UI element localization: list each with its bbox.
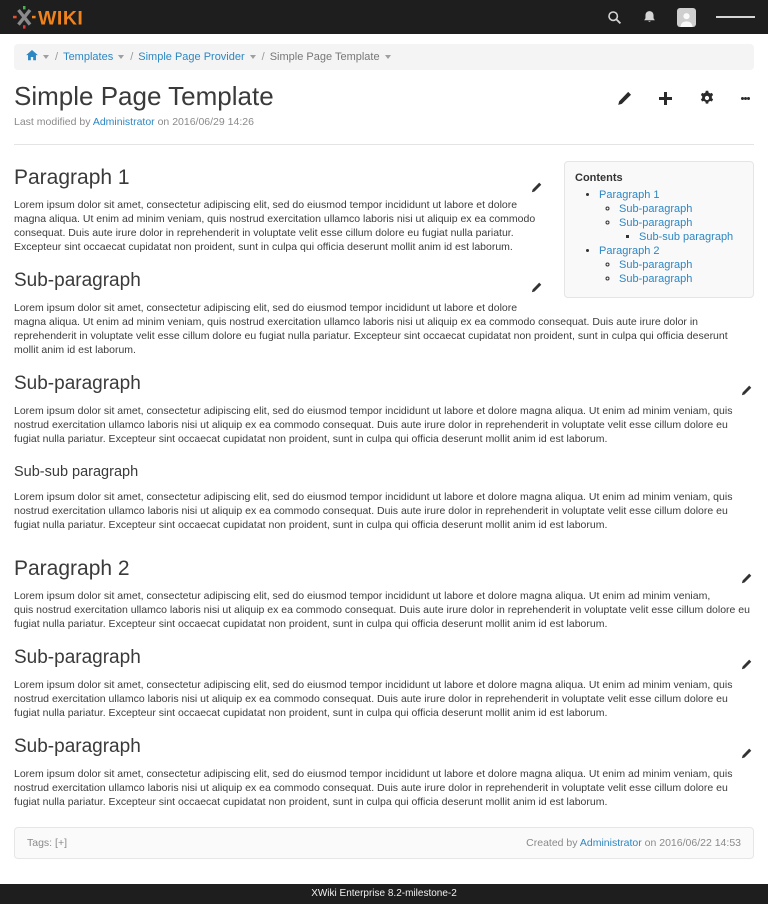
section-body: Lorem ipsum dolor sit amet, consectetur adipiscing elit, sed do eiusmod tempor incididunt ut labore et dolore magna aliqua. Ut enim ad minim veniam, quis nostrud exercitation ullamco laboris nisi ut aliquip ex ea commodo consequat. Duis aute irure dolor in reprehenderit in voluptate velit esse cillum dolore eu fugiat nulla pariatur. Excepteur sint occaecat cupidatat non proident, sunt in culpa qui officia deserunt mollit anim id est laborum. [14,679,733,720]
navbar-actions [607,8,755,27]
edit-pencil-icon [741,385,752,396]
section-edit-button[interactable] [531,277,542,300]
section-sub-paragraph-2-1 [14,647,754,720]
toc-item [619,216,743,244]
toc-item [599,188,743,244]
section-heading [14,464,754,481]
toc-list [575,188,743,286]
settings-gear-icon[interactable] [699,90,715,106]
section-body: Lorem ipsum dolor sit amet, consectetur adipiscing elit, sed do eiusmod tempor incididunt ut labore et dolore magna aliqua. Ut enim ad minim veniam, quis nostrud exercitation ullamco laboris nisi ut aliquip ex ea commodo consequat. Duis aute irure dolor in reprehenderit in voluptate velit esse cillum dolore eu fugiat nulla pariatur. Excepteur sint occaecat cupidatat non proident, sunt in culpa qui officia deserunt mollit anim id est laborum. [14,767,733,808]
toc-link-sub-sub-paragraph[interactable]: Sub-sub paragraph [639,230,734,243]
toc-link-sub-paragraph[interactable]: Sub-paragraph [619,272,693,285]
section-title: Sub-paragraph [14,647,141,669]
tags-area [27,837,67,849]
breadcrumb-separator: / [55,51,59,63]
chevron-down-icon[interactable] [385,55,391,59]
breadcrumb-separator: / [130,51,134,63]
section-edit-button[interactable] [741,654,752,677]
section-title: Paragraph 1 [14,165,130,189]
edit-pencil-icon [531,282,542,293]
xwiki-logo[interactable] [13,6,93,29]
more-ellipsis-icon[interactable] [741,95,750,102]
toc-item [639,230,743,244]
section-title: Sub-paragraph [14,270,141,292]
section-title: Sub-paragraph [14,736,141,758]
created-suffix: on 2016/06/22 14:53 [644,836,741,849]
breadcrumb-home-icon[interactable] [26,50,38,64]
edit-pencil-icon [741,748,752,759]
edit-pencil-icon [741,659,752,670]
section-edit-button[interactable] [531,174,542,199]
breadcrumb-separator: / [261,51,265,63]
doc-footer [14,827,754,859]
section-body: Lorem ipsum dolor sit amet, consectetur adipiscing elit, sed do eiusmod tempor incididunt ut labore et dolore magna aliqua. Ut enim ad minim veniam, quis nostrud exercitation ullamco laboris nisi ut aliquip ex ea commodo consequat. Duis aute irure dolor in reprehenderit in voluptate velit esse cillum dolore eu fugiat nulla pariatur. Excepteur sint occaecat cupidatat non proident, sunt in culpa qui officia deserunt mollit anim id est laborum. [14,404,733,445]
app-footer [0,884,768,904]
section-paragraph-2 [14,556,754,631]
toc-link-sub-paragraph[interactable]: Sub-paragraph [619,258,693,271]
section-edit-button[interactable] [741,380,752,403]
section-edit-button[interactable] [741,565,752,590]
notifications-bell-icon[interactable] [642,10,657,25]
edit-pencil-icon [741,573,752,584]
breadcrumb-item-templates[interactable]: Templates [63,51,114,63]
section-title: Sub-sub paragraph [14,463,139,480]
person-icon [678,11,695,27]
toc-link-paragraph-2[interactable]: Paragraph 2 [599,244,660,257]
modified-prefix: Last modified by [14,115,91,128]
toc-link-sub-paragraph[interactable]: Sub-paragraph [619,216,693,229]
user-avatar[interactable] [677,8,696,27]
page-title: Simple Page Template [14,81,274,111]
section-heading [14,556,754,581]
menu-hamburger-icon[interactable] [716,14,755,21]
created-info [526,837,741,849]
breadcrumb-item-simple-page-provider[interactable]: Simple Page Provider [138,51,245,63]
search-icon[interactable] [607,10,622,25]
document-content [14,145,754,809]
page-header [14,82,754,112]
brand-text: WIKI [38,7,84,29]
edit-pencil-icon [531,182,542,193]
section-title: Sub-paragraph [14,372,141,394]
section-sub-paragraph-2-2 [14,736,754,809]
section-sub-paragraph-1-2 [14,373,754,446]
toc-link-paragraph-1[interactable]: Paragraph 1 [599,188,660,201]
chevron-down-icon[interactable] [250,55,256,59]
doc-meta [14,116,754,128]
section-sub-sub-paragraph [14,464,754,532]
contents-panel [564,161,754,298]
edit-pencil-icon[interactable] [617,91,632,106]
section-body: Lorem ipsum dolor sit amet, consectetur adipiscing elit, sed do eiusmod tempor incididunt ut labore et dolore magna aliqua. Ut enim ad minim veniam, quis nostrud exercitation ullamco laboris nisi ut aliquip ex ea commodo consequat. Duis aute irure dolor in reprehenderit in voluptate velit esse cillum dolore eu fugiat nulla pariatur. Excepteur sint occaecat cupidatat non proident, sunt in culpa qui officia deserunt mollit anim id est laborum. [14,491,733,532]
toc-item [619,258,743,272]
modified-user-link[interactable]: Administrator [92,115,155,128]
section-heading [14,647,754,670]
modified-suffix: on 2016/06/29 14:26 [157,115,254,128]
created-user-link[interactable]: Administrator [579,836,642,849]
section-title: Paragraph 2 [14,557,130,581]
toc-item [619,272,743,286]
toc-link-sub-paragraph[interactable]: Sub-paragraph [619,202,693,215]
section-body: Lorem ipsum dolor sit amet, consectetur adipiscing elit, sed do eiusmod tempor incididunt ut labore et dolore magna aliqua. Ut enim ad minim veniam, quis nostrud exercitation ullamco laboris nisi ut aliquip ex ea commodo consequat. Duis aute irure dolor in reprehenderit in voluptate velit esse cillum dolore eu fugiat nulla pariatur. Excepteur sint occaecat cupidatat non proident, sunt in culpa qui officia deserunt mollit anim id est laborum. [14,199,536,254]
contents-title: Contents [575,171,623,184]
section-body: Lorem ipsum dolor sit amet, consectetur adipiscing elit, sed do eiusmod tempor incididunt ut labore et dolore magna aliqua. Ut enim ad minim veniam, quis nostrud exercitation ullamco laboris nisi ut aliquip ex ea commodo consequat. Duis aute irure dolor in reprehenderit in voluptate velit esse cillum dolore eu fugiat nulla pariatur. Excepteur sint occaecat cupidatat non proident, sunt in culpa qui officia deserunt mollit anim id est laborum. [14,301,728,356]
tags-label: Tags: [27,836,53,849]
version-text: XWiki Enterprise 8.2-milestone-2 [311,887,457,899]
toc-item [599,244,743,286]
section-edit-button[interactable] [741,743,752,766]
xwiki-logo-icon [13,6,93,29]
breadcrumb [14,44,754,70]
top-navbar [0,0,768,34]
create-plus-icon[interactable] [658,91,673,106]
toc-item [619,202,743,216]
section-heading [14,373,754,396]
breadcrumb-item-current: Simple Page Template [269,51,380,63]
add-tag-button[interactable]: [+] [55,836,67,849]
section-body: Lorem ipsum dolor sit amet, consectetur adipiscing elit, sed do eiusmod tempor incididunt ut labore et dolore magna aliqua. Ut enim ad minim veniam, quis nostrud exercitation ullamco laboris nisi ut aliquip ex ea commodo consequat. Duis aute irure dolor in reprehenderit in voluptate velit esse cillum dolore eu fugiat nulla pariatur. Excepteur sint occaecat cupidatat non proident, sunt in culpa qui officia deserunt mollit anim id est laborum. [14,590,750,631]
doc-actions [617,90,754,106]
chevron-down-icon[interactable] [43,55,49,59]
created-prefix: Created by [526,836,578,849]
chevron-down-icon[interactable] [118,55,124,59]
section-heading [14,736,754,759]
